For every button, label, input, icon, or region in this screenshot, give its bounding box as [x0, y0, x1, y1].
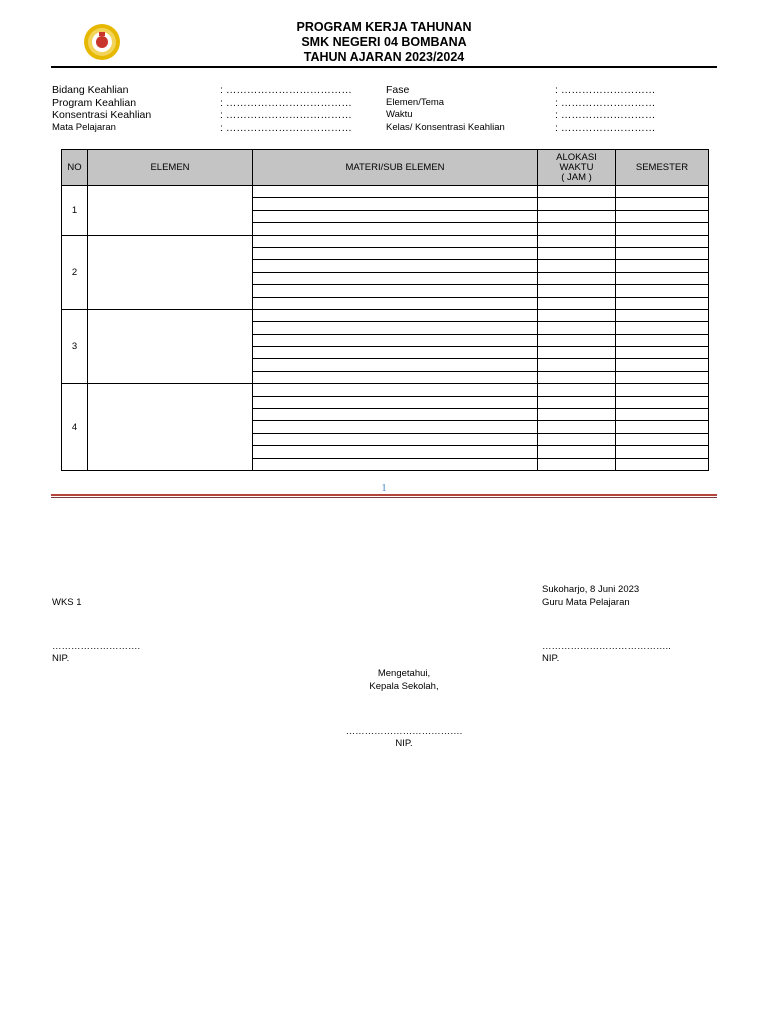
cell-semester — [616, 384, 709, 396]
wks-title: WKS 1 — [52, 597, 82, 608]
cell-alokasi — [538, 322, 616, 334]
cell-semester — [616, 421, 709, 433]
info-value-waktu: : ……………………… — [555, 109, 656, 121]
header-elemen: ELEMEN — [88, 150, 253, 186]
info-label-program: Program Keahlian — [52, 97, 137, 109]
table-row — [62, 384, 709, 396]
cell-alokasi — [538, 446, 616, 458]
cell-materi — [253, 409, 538, 421]
title-line-1: PROGRAM KERJA TAHUNAN — [296, 20, 472, 34]
cell-no: 2 — [62, 235, 88, 309]
info-value-elemen: : ……………………… — [555, 97, 656, 109]
header-divider — [51, 66, 717, 68]
table-header-row — [62, 150, 709, 186]
cell-materi — [253, 223, 538, 235]
table-row — [62, 235, 709, 247]
cell-alokasi — [538, 247, 616, 259]
cell-materi — [253, 272, 538, 284]
mengetahui-label: Mengetahui, — [377, 668, 431, 679]
cell-semester — [616, 322, 709, 334]
cell-alokasi — [538, 198, 616, 210]
cell-alokasi — [538, 309, 616, 321]
cell-semester — [616, 223, 709, 235]
cell-materi — [253, 458, 538, 470]
cell-materi — [253, 198, 538, 210]
cell-semester — [616, 285, 709, 297]
header-no: NO — [62, 150, 88, 186]
cell-alokasi — [538, 409, 616, 421]
cell-alokasi — [538, 359, 616, 371]
cell-alokasi — [538, 235, 616, 247]
program-table — [61, 149, 709, 471]
info-label-bidang: Bidang Keahlian — [52, 84, 129, 96]
cell-alokasi — [538, 334, 616, 346]
guru-signature-line: ………………………………….. — [542, 641, 671, 652]
cell-semester — [616, 210, 709, 222]
cell-semester — [616, 359, 709, 371]
cell-semester — [616, 309, 709, 321]
header-alokasi-line1: ALOKASI — [556, 151, 597, 163]
title-line-2: SMK NEGERI 04 BOMBANA — [301, 35, 467, 49]
cell-semester — [616, 272, 709, 284]
info-value-mapel: : ……………………………… — [220, 122, 352, 134]
cell-alokasi — [538, 297, 616, 309]
info-label-kelas: Kelas/ Konsentrasi Keahlian — [386, 122, 505, 133]
cell-materi — [253, 371, 538, 383]
cell-materi — [253, 384, 538, 396]
cell-alokasi — [538, 223, 616, 235]
header-alokasi-line3: ( JAM ) — [561, 171, 592, 183]
cell-materi — [253, 247, 538, 259]
cell-materi — [253, 334, 538, 346]
info-value-program: : ……………………………… — [220, 97, 352, 109]
place-date: Sukoharjo, 8 Juni 2023 — [542, 584, 640, 595]
header-alokasi-line2: WAKTU — [559, 161, 594, 173]
cell-semester — [616, 235, 709, 247]
cell-semester — [616, 247, 709, 259]
cell-alokasi — [538, 421, 616, 433]
cell-semester — [616, 198, 709, 210]
cell-materi — [253, 235, 538, 247]
cell-semester — [616, 186, 709, 198]
kepala-signature-line: ………………………………. — [345, 726, 463, 737]
cell-materi — [253, 210, 538, 222]
title-line-3: TAHUN AJARAN 2023/2024 — [303, 50, 465, 64]
guru-nip: NIP. — [542, 653, 560, 664]
cell-materi — [253, 396, 538, 408]
cell-semester — [616, 334, 709, 346]
cell-materi — [253, 309, 538, 321]
cell-semester — [616, 297, 709, 309]
cell-no: 4 — [62, 384, 88, 471]
cell-materi — [253, 359, 538, 371]
cell-elemen — [88, 186, 253, 236]
kepala-nip: NIP. — [395, 738, 413, 749]
table-row — [62, 186, 709, 198]
info-label-konsentrasi: Konsentrasi Keahlian — [52, 109, 152, 121]
table-row — [62, 309, 709, 321]
cell-alokasi — [538, 260, 616, 272]
footer-rule-red — [51, 494, 717, 496]
cell-alokasi — [538, 347, 616, 359]
info-value-bidang: : ……………………………… — [220, 84, 352, 96]
header-alokasi — [538, 150, 616, 186]
info-value-kelas: : ……………………… — [555, 122, 656, 134]
cell-no: 1 — [62, 186, 88, 236]
cell-semester — [616, 347, 709, 359]
cell-alokasi — [538, 396, 616, 408]
cell-alokasi — [538, 433, 616, 445]
header-semester: SEMESTER — [616, 150, 709, 186]
header-materi: MATERI/SUB ELEMEN — [253, 150, 538, 186]
cell-materi — [253, 322, 538, 334]
cell-semester — [616, 371, 709, 383]
info-value-konsentrasi: : ……………………………… — [220, 109, 352, 121]
cell-elemen — [88, 384, 253, 471]
table-body — [62, 186, 709, 471]
cell-materi — [253, 433, 538, 445]
info-label-waktu: Waktu — [386, 109, 413, 120]
cell-materi — [253, 285, 538, 297]
page-number: 1 — [381, 482, 387, 494]
kepala-sekolah-title: Kepala Sekolah, — [369, 681, 439, 692]
cell-semester — [616, 260, 709, 272]
cell-materi — [253, 421, 538, 433]
cell-elemen — [88, 309, 253, 383]
info-value-fase: : ……………………… — [555, 84, 656, 96]
info-label-elemen: Elemen/Tema — [386, 97, 445, 108]
cell-semester — [616, 396, 709, 408]
info-label-mapel: Mata Pelajaran — [52, 122, 116, 133]
cell-materi — [253, 186, 538, 198]
cell-semester — [616, 433, 709, 445]
cell-alokasi — [538, 384, 616, 396]
cell-alokasi — [538, 458, 616, 470]
cell-no: 3 — [62, 309, 88, 383]
info-label-fase: Fase — [386, 84, 410, 96]
cell-elemen — [88, 235, 253, 309]
cell-semester — [616, 409, 709, 421]
wks-signature-line: ………………………. — [52, 641, 141, 652]
cell-materi — [253, 297, 538, 309]
cell-materi — [253, 347, 538, 359]
guru-title: Guru Mata Pelajaran — [542, 597, 630, 608]
wks-nip: NIP. — [52, 653, 70, 664]
cell-alokasi — [538, 371, 616, 383]
cell-materi — [253, 446, 538, 458]
cell-alokasi — [538, 272, 616, 284]
cell-alokasi — [538, 186, 616, 198]
cell-materi — [253, 260, 538, 272]
cell-alokasi — [538, 210, 616, 222]
footer-rule-dark — [51, 497, 717, 498]
cell-semester — [616, 458, 709, 470]
cell-semester — [616, 446, 709, 458]
cell-alokasi — [538, 285, 616, 297]
